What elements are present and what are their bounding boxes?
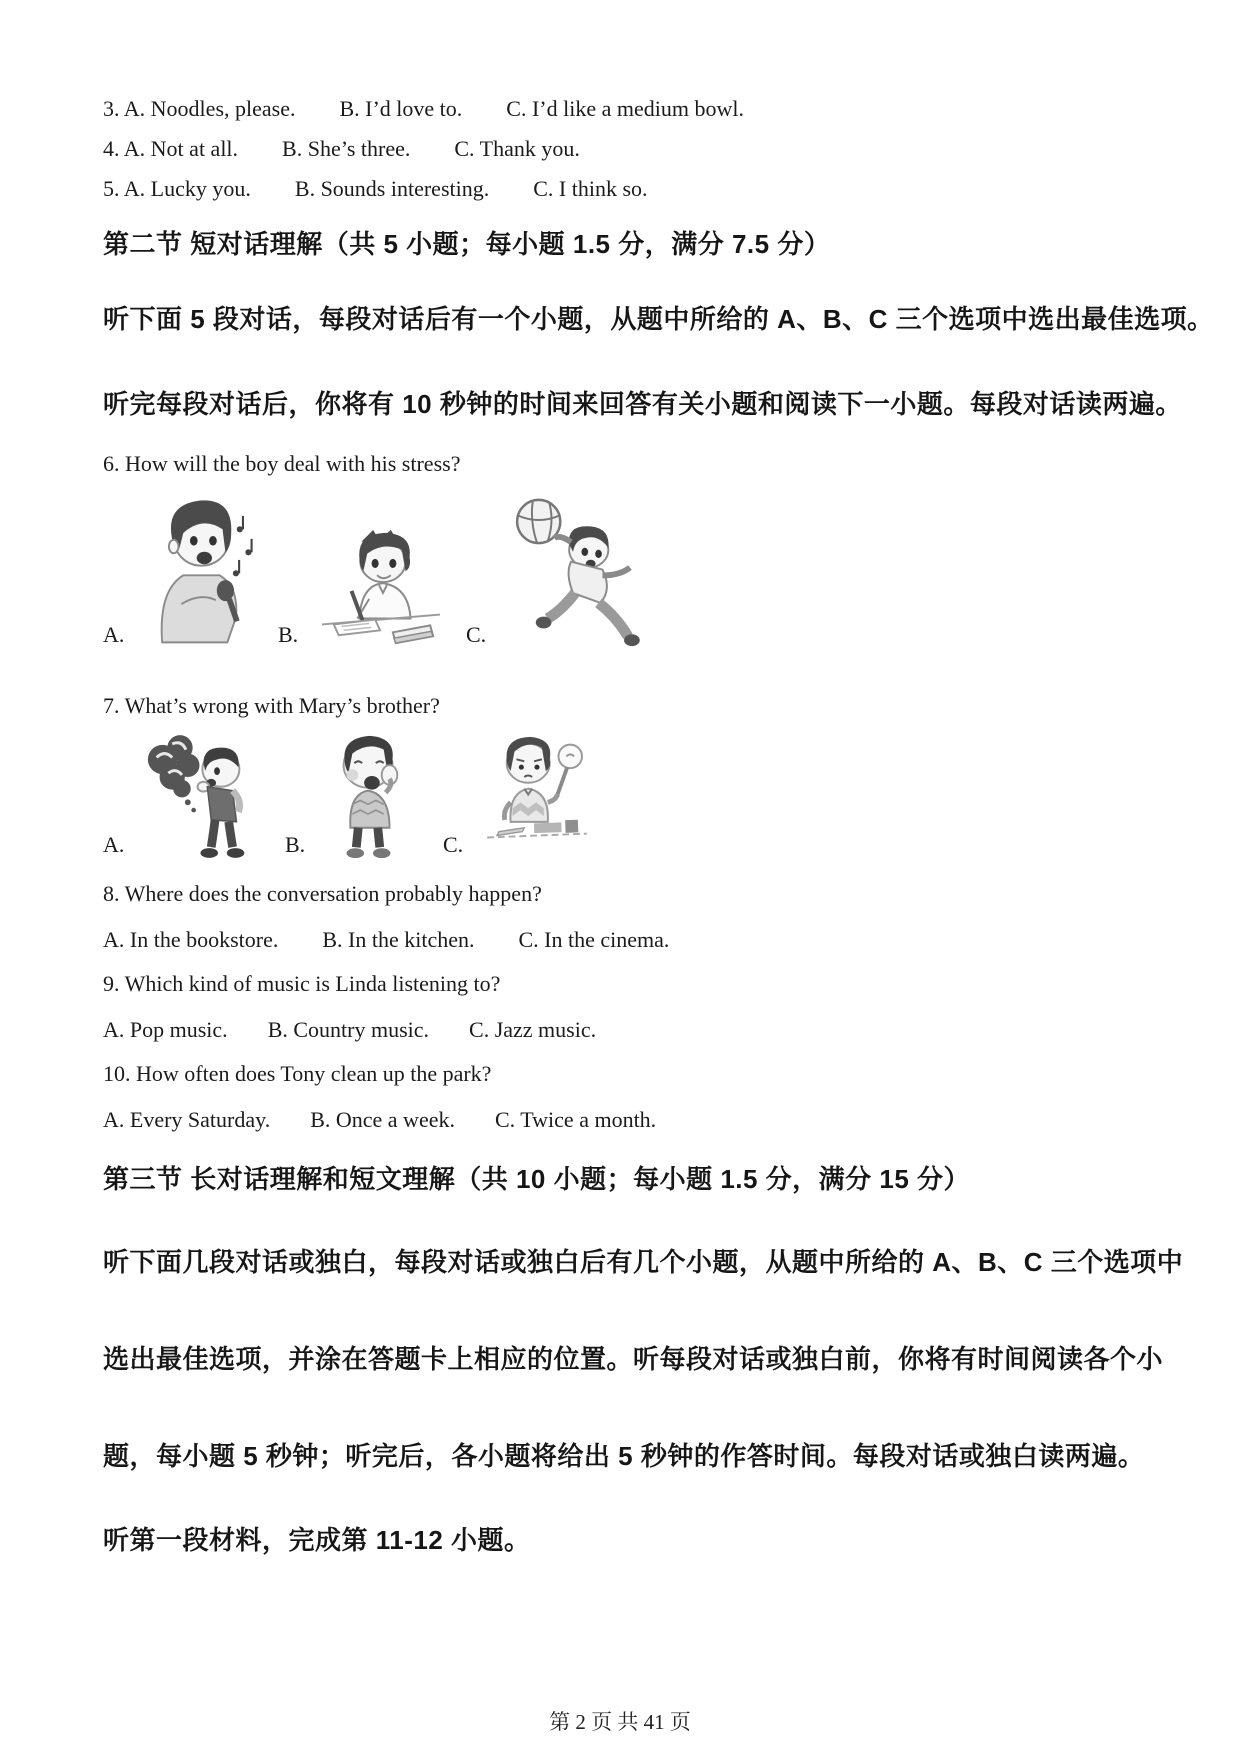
- picture-label-b: B.: [278, 622, 299, 647]
- question-4-option-c: C. Thank you.: [454, 136, 580, 161]
- question-9-option-c: C. Jazz music.: [469, 1017, 597, 1042]
- question-5-options-row: [103, 175, 648, 203]
- question-5-option-c: C. I think so.: [533, 176, 648, 201]
- boy-homework-illustration: [318, 528, 446, 650]
- question-8-option-c: C. In the cinema.: [518, 927, 670, 952]
- section-three-instruction-line-1: 听下面几段对话或独白，每段对话或独白后有几个小题，从题中所给的 A、B、C 三个选项中: [103, 1247, 1184, 1277]
- question-8-option-b: B. In the kitchen.: [322, 927, 475, 952]
- question-7-picture-row: [103, 730, 591, 860]
- section-two-instruction-2: 听完每段对话后，你将有 10 秒钟的时间来回答有关小题和阅读下一小题。每段对话读两遍。: [103, 389, 1182, 419]
- question-3-option-b: B. I’d love to.: [339, 96, 463, 121]
- section-three-instruction-line-2: 选出最佳选项，并涂在答题卡上相应的位置。听每段对话或独白前，你将有时间阅读各个小: [103, 1344, 1164, 1374]
- picture-label-a: A.: [103, 832, 125, 857]
- question-10-options-row: [103, 1106, 656, 1134]
- question-6-picture-row: [103, 490, 644, 650]
- question-9-option-a: A. Pop music.: [103, 1017, 228, 1042]
- question-6-choice-b: [278, 528, 446, 650]
- question-5-option-b: B. Sounds interesting.: [294, 176, 490, 201]
- question-10-option-c: C. Twice a month.: [494, 1107, 657, 1132]
- question-3-options-row: [103, 95, 744, 123]
- question-6-choice-a: [103, 490, 258, 650]
- boy-singing-illustration: [143, 490, 258, 650]
- question-7-text: 7. What’s wrong with Mary’s brother?: [103, 693, 440, 718]
- question-7-choice-a: [103, 730, 255, 860]
- section-three-instruction-line-3: 题，每小题 5 秒钟；听完后，各小题将给出 5 秒钟的作答时间。每段对话或独白读两遍。: [103, 1441, 1145, 1471]
- question-9-text: 9. Which kind of music is Linda listening to?: [103, 971, 501, 996]
- question-5-option-a: 5. A. Lucky you.: [103, 176, 251, 201]
- question-3-option-c: C. I’d like a medium bowl.: [506, 96, 744, 121]
- section-two-heading: 第二节 短对话理解（共 5 小题；每小题 1.5 分，满分 7.5 分）: [103, 229, 831, 259]
- question-8-text: 8. Where does the conversation probably happen?: [103, 881, 542, 906]
- question-10-option-b: B. Once a week.: [310, 1107, 455, 1132]
- question-10-text: 10. How often does Tony clean up the park?: [103, 1061, 492, 1086]
- question-9-option-b: B. Country music.: [267, 1017, 430, 1042]
- question-6-choice-c: [466, 495, 644, 650]
- section-two-instruction-1: 听下面 5 段对话，每段对话后有一个小题，从题中所给的 A、B、C 三个选项中选出最佳选项。: [103, 304, 1214, 334]
- question-4-option-a: 4. A. Not at all.: [103, 136, 239, 161]
- question-8-option-a: A. In the bookstore.: [103, 927, 279, 952]
- picture-label-a: A.: [103, 622, 125, 647]
- boy-toothache-illustration: [325, 730, 413, 860]
- question-7-choice-c: [443, 730, 591, 860]
- picture-label-c: C.: [443, 832, 464, 857]
- question-6-text: 6. How will the boy deal with his stress?: [103, 451, 461, 476]
- picture-label-c: C.: [466, 622, 487, 647]
- section-three-heading: 第三节 长对话理解和短文理解（共 10 小题；每小题 1.5 分，满分 15 分）: [103, 1164, 971, 1194]
- picture-label-b: B.: [285, 832, 306, 857]
- question-4-option-b: B. She’s three.: [282, 136, 411, 161]
- boy-basketball-illustration: [506, 495, 644, 650]
- material-intro-line: 听第一段材料，完成第 11-12 小题。: [103, 1525, 531, 1555]
- question-7-choice-b: [285, 730, 413, 860]
- question-10-option-a: A. Every Saturday.: [103, 1107, 271, 1132]
- boy-coughing-illustration: [143, 730, 255, 860]
- question-4-options-row: [103, 135, 580, 163]
- boy-thermometer-illustration: [483, 730, 591, 860]
- question-3-option-a: 3. A. Noodles, please.: [103, 96, 296, 121]
- question-8-options-row: [103, 926, 669, 954]
- question-9-options-row: [103, 1016, 596, 1044]
- page-number-footer: 第 2 页 共 41 页: [549, 1710, 691, 1734]
